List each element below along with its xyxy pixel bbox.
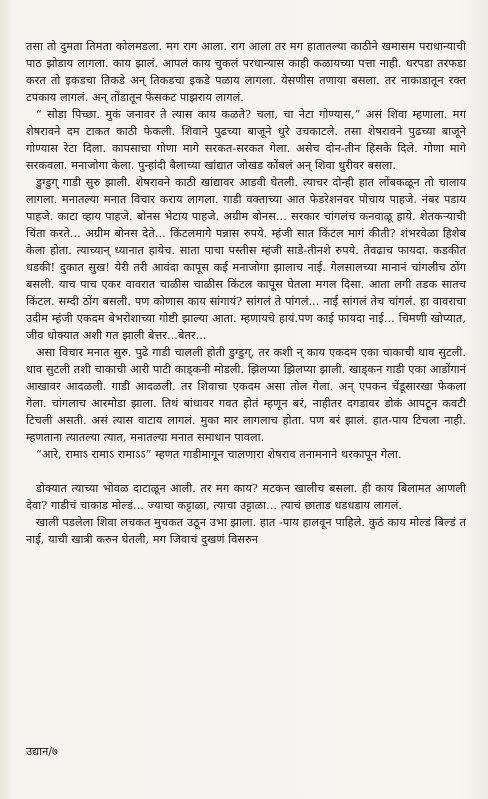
paragraph: डोक्यात त्याच्या भोवळ दाटाळून आली. तर मग काय? मटकन खालीच बसला. ही काय बिलामत आणली देवा? गाडीचं चाकाड मोल्डं... ज्याचा कट्टाळा, त्याचा उट्टाळा... त्याचं छाताड धडधडाय लागलं.	[26, 482, 466, 512]
paragraph: डुग्डुग् गाडी सुरु झाली. शेषरावने काठी खांद्यावर आडवी घेतली. त्याचर दोन्ही हात लोंबकळून तो चालाय लागला. मनातल्या मनात विचार कराय लागला. गाडी वक्ताच्या आत फेडरेशनवर पोचाय पाहजे. नंबर पडाय पाहजे. काटा व्हाय पाहजे. बोनस भेटाय पाहजे. अग्रीम बोनस... सरकार चांगलंच कनवाळू हाये. शेतकऱ्याची चिंता करते... अग्रीम बोनस देते... किंटलमागे पन्नास रुपये. म्हंजी सात किंटल मागं कीती? शंभरवेळा हिशेब केला होता. त्याच्यान् ध्यानात हायेच. साता पाचा पस्तीस म्हंजी साडे-तीनशे रुपये. तेवढाच फायदा. कडकीत धडकी! दुकात सुख! येरी तरी आवंदा कापूस कई मनाजोगा झालाच नाई. गेलसालच्या मानानं चांगलीच ठोंग बसली. याच पाच एकर वावरात चाळीस चाळीस किंटल कापूस घेतला मगल दिसा. आता लगी तडक सातच किंटल. सम्दी ठोंग बसली. पण कोणास काय सांगायं? सांगलं ते पांगलं... नाई सांगलं तेच चांगलं. हा वावराचा उदीम म्हंजी एकदम बेभरोशाच्या गोष्टी झाल्या आता. म्हणायचे हायं.पण काई फायदा नाई... चिमणी खोप्यात, जीव धोक्यात अशी गत झाली बेत्तर...बेतर...	[26, 176, 466, 342]
body-text	[26, 38, 466, 548]
paragraph: असा विचार मनात सुरु. पुढे गाडी चालली होती डुग्डुग्, तर कशी न् काय एकदम एका चाकाची धाव सुटली. धाव सुटली तशी चाकाची आरी पाटी काड्कनी मोडली. झिलप्या झिलप्या झाली. खाड्कन गाडी एका आडोंगानं आखावर आदळली. गाडी आदळली. तर शिवाचा एकदम असा तोल गेला. अन् एपकन चेंडूसारखा फेकला गेला. चांगलाच आरमोडा झाला. तिथं बांधावर गवत होतं म्हणून बरं, नाहीतर दगडावर डोकं आपटून कवटी टिचली असती. असं त्यास वाटाय लागलं. मुका मार लागलाच होता. पण बरं झालं. हात-पाय टिचला नाही. म्हणताना त्यातल्या त्यात, मनातल्या मनात समाधान पावला.	[26, 346, 466, 444]
paragraph: “ सोडा पिच्छा. मुकं जनावर ते त्यास काय कळते? चला, चा नेटा गोण्यास,” असं शिवा म्हणाला. मग शेषरावने दम टाकत काठी फेकली. शिवाने पुढच्या बाजूने धुरे उचकाटले. तसा शेषरावने पुढच्या बाजूने गोण्यास रेटा दिला. कापसाचा गोणा मागे सरकत-सरकत गेला. असेच दोन-तीन हिसके दिले. गोणा मागे सरकवला. मनाजोगा केला. पुन्हांदी बैलाच्या खांद्यात जोखड कोंबलं अन् शिवा धुरीवर बसला.	[26, 108, 466, 172]
paragraph: खाली पडलेला शिवा लचकत मुचकत उठून उभा झाला. हात -पाय हालवून पाहिले. कुठं काय मोल्डं बिल्डं त नाई, याची खात्री करुन घेतली, मग जिवाचं दुखणं विसरुन	[26, 516, 466, 546]
paragraph: “आरे, रामाऽ रामाऽ रामाऽऽ” म्हणत गाडीमागून चालणारा शेषराव तनामनाने थरकापून गेला.	[36, 448, 402, 461]
paragraph: तसा तो दुमता तिमता कोलमडला. मग राग आला. राग आला तर मग हातातल्या काठीने खमासम पराधान्याची पाठ झोडाय लागला. काय झालं. आपलं काय चुकलं परधान्यास काही कळायच्या पत्ता नाही. धरपडा तरफडा करत तो इकडचा तिकडे अन् तिकडचा इकडे पळाय लागला. येसणीस तणाया बसला. तर नाकाडातून रक्त टपकाय लागलं. अन् तोंडातून फेसकट पाझराय लागलं.	[26, 40, 466, 104]
page-footer: उद्यान/७	[26, 745, 58, 758]
